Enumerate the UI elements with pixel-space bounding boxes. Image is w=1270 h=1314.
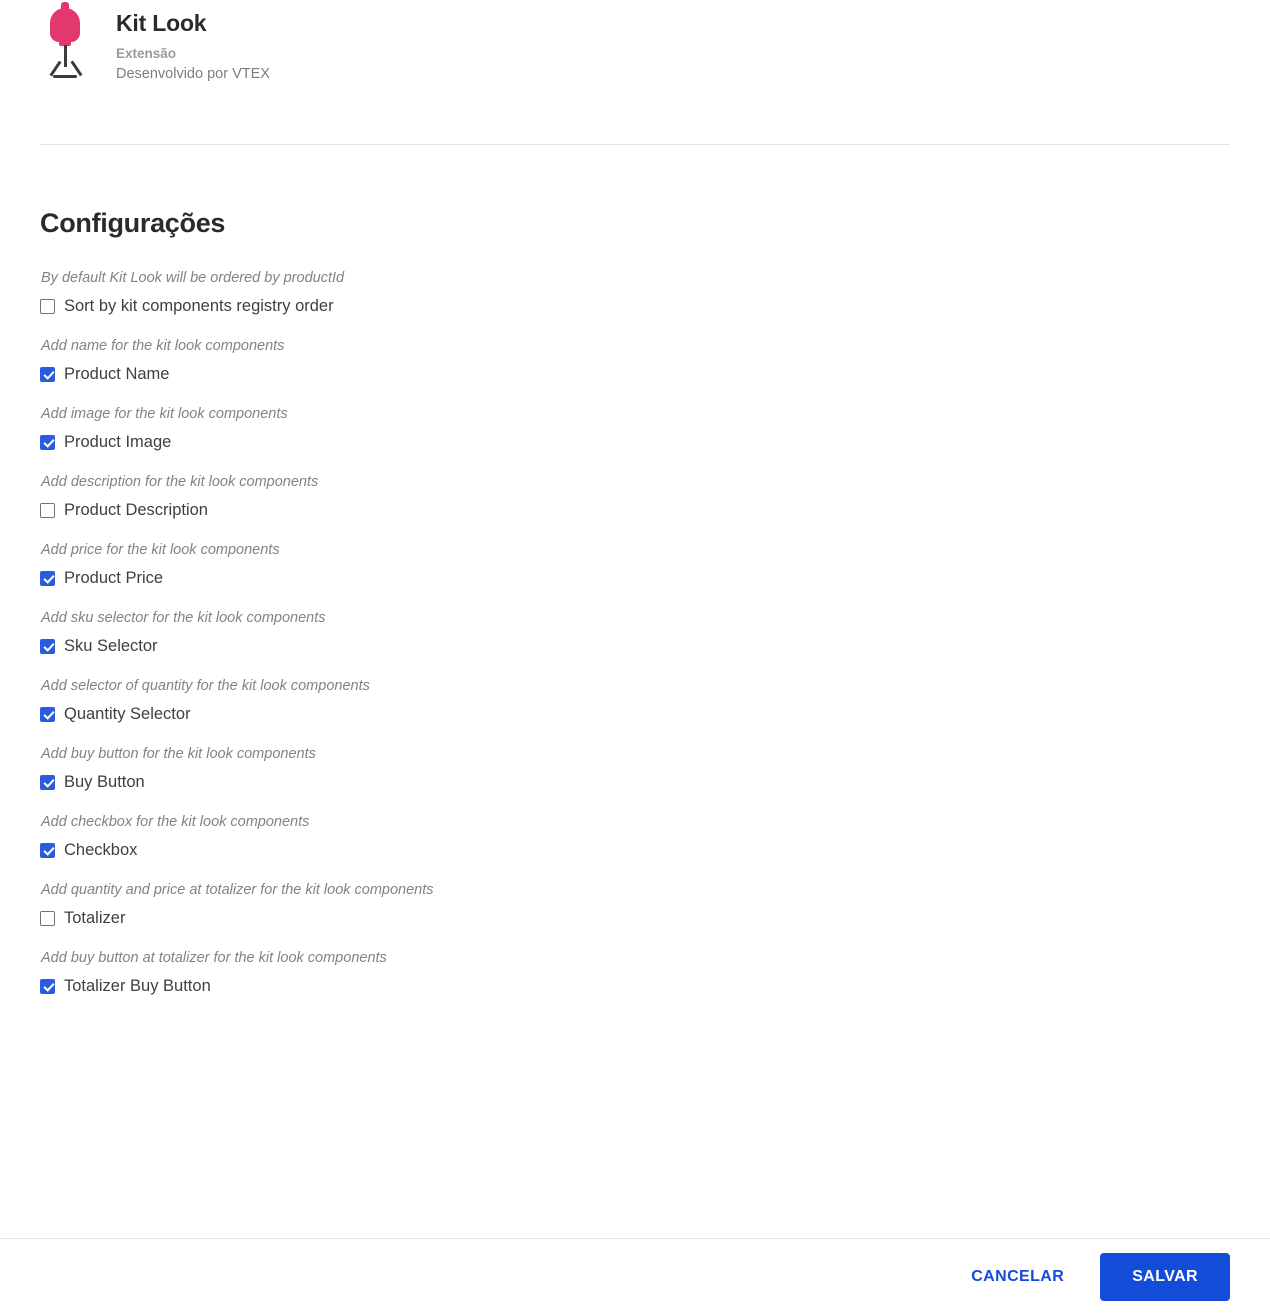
checkbox-input[interactable] [40, 979, 55, 994]
setting-hint: Add buy button at totalizer for the kit look components [41, 950, 387, 966]
setting-field [40, 270, 1230, 317]
setting-field [40, 542, 1230, 589]
checkbox-label: Totalizer [64, 908, 126, 927]
app-info [116, 6, 270, 82]
setting-checkbox-row[interactable] [40, 363, 1230, 385]
setting-field [40, 678, 1230, 725]
setting-hint: Add price for the kit look components [41, 542, 280, 558]
setting-hint: Add checkbox for the kit look components [41, 814, 310, 830]
setting-hint: Add quantity and price at totalizer for the kit look components [41, 882, 434, 898]
checkbox-input[interactable] [40, 775, 55, 790]
checkbox-label: Checkbox [64, 840, 138, 859]
app-developer-label: Desenvolvido por VTEX [116, 65, 270, 82]
setting-hint: Add buy button for the kit look components [41, 746, 316, 762]
setting-checkbox-row[interactable] [40, 839, 1230, 861]
footer-actions [0, 1238, 1270, 1314]
checkbox-label: Buy Button [64, 772, 145, 791]
header-divider [40, 144, 1230, 145]
setting-checkbox-row[interactable] [40, 431, 1230, 453]
cancel-button[interactable]: CANCELAR [955, 1256, 1080, 1298]
setting-hint: By default Kit Look will be ordered by productId [41, 270, 345, 286]
checkbox-label: Product Name [64, 364, 170, 383]
checkbox-label: Quantity Selector [64, 704, 191, 723]
checkbox-label: Product Price [64, 568, 164, 587]
checkbox-label: Product Description [64, 500, 208, 519]
setting-hint: Add name for the kit look components [41, 338, 285, 354]
setting-field [40, 950, 1230, 997]
mannequin-icon [40, 6, 96, 86]
checkbox-input[interactable] [40, 503, 55, 518]
setting-field [40, 406, 1230, 453]
checkbox-input[interactable] [40, 299, 55, 314]
setting-checkbox-row[interactable] [40, 295, 1230, 317]
setting-field [40, 882, 1230, 929]
checkbox-input[interactable] [40, 639, 55, 654]
setting-checkbox-row[interactable] [40, 975, 1230, 997]
save-button[interactable]: SALVAR [1100, 1253, 1230, 1301]
checkbox-label: Sort by kit components registry order [64, 296, 334, 315]
page-title: Kit Look [116, 10, 207, 36]
setting-field [40, 610, 1230, 657]
app-kind-label: Extensão [116, 45, 177, 61]
settings-section [0, 208, 1270, 997]
setting-hint: Add sku selector for the kit look components [41, 610, 326, 626]
setting-checkbox-row[interactable] [40, 499, 1230, 521]
settings-fields [40, 270, 1230, 997]
setting-checkbox-row[interactable] [40, 635, 1230, 657]
setting-field [40, 746, 1230, 793]
setting-checkbox-row[interactable] [40, 703, 1230, 725]
app-header [0, 0, 1270, 100]
setting-field [40, 338, 1230, 385]
checkbox-input[interactable] [40, 911, 55, 926]
checkbox-label: Sku Selector [64, 636, 158, 655]
setting-checkbox-row[interactable] [40, 771, 1230, 793]
setting-hint: Add selector of quantity for the kit look components [41, 678, 370, 694]
setting-checkbox-row[interactable] [40, 907, 1230, 929]
checkbox-label: Product Image [64, 432, 172, 451]
checkbox-label: Totalizer Buy Button [64, 976, 211, 995]
settings-heading: Configurações [40, 208, 226, 238]
checkbox-input[interactable] [40, 707, 55, 722]
setting-field [40, 474, 1230, 521]
setting-field [40, 814, 1230, 861]
setting-checkbox-row[interactable] [40, 567, 1230, 589]
checkbox-input[interactable] [40, 435, 55, 450]
checkbox-input[interactable] [40, 571, 55, 586]
setting-hint: Add image for the kit look components [41, 406, 288, 422]
checkbox-input[interactable] [40, 843, 55, 858]
checkbox-input[interactable] [40, 367, 55, 382]
setting-hint: Add description for the kit look components [41, 474, 319, 490]
